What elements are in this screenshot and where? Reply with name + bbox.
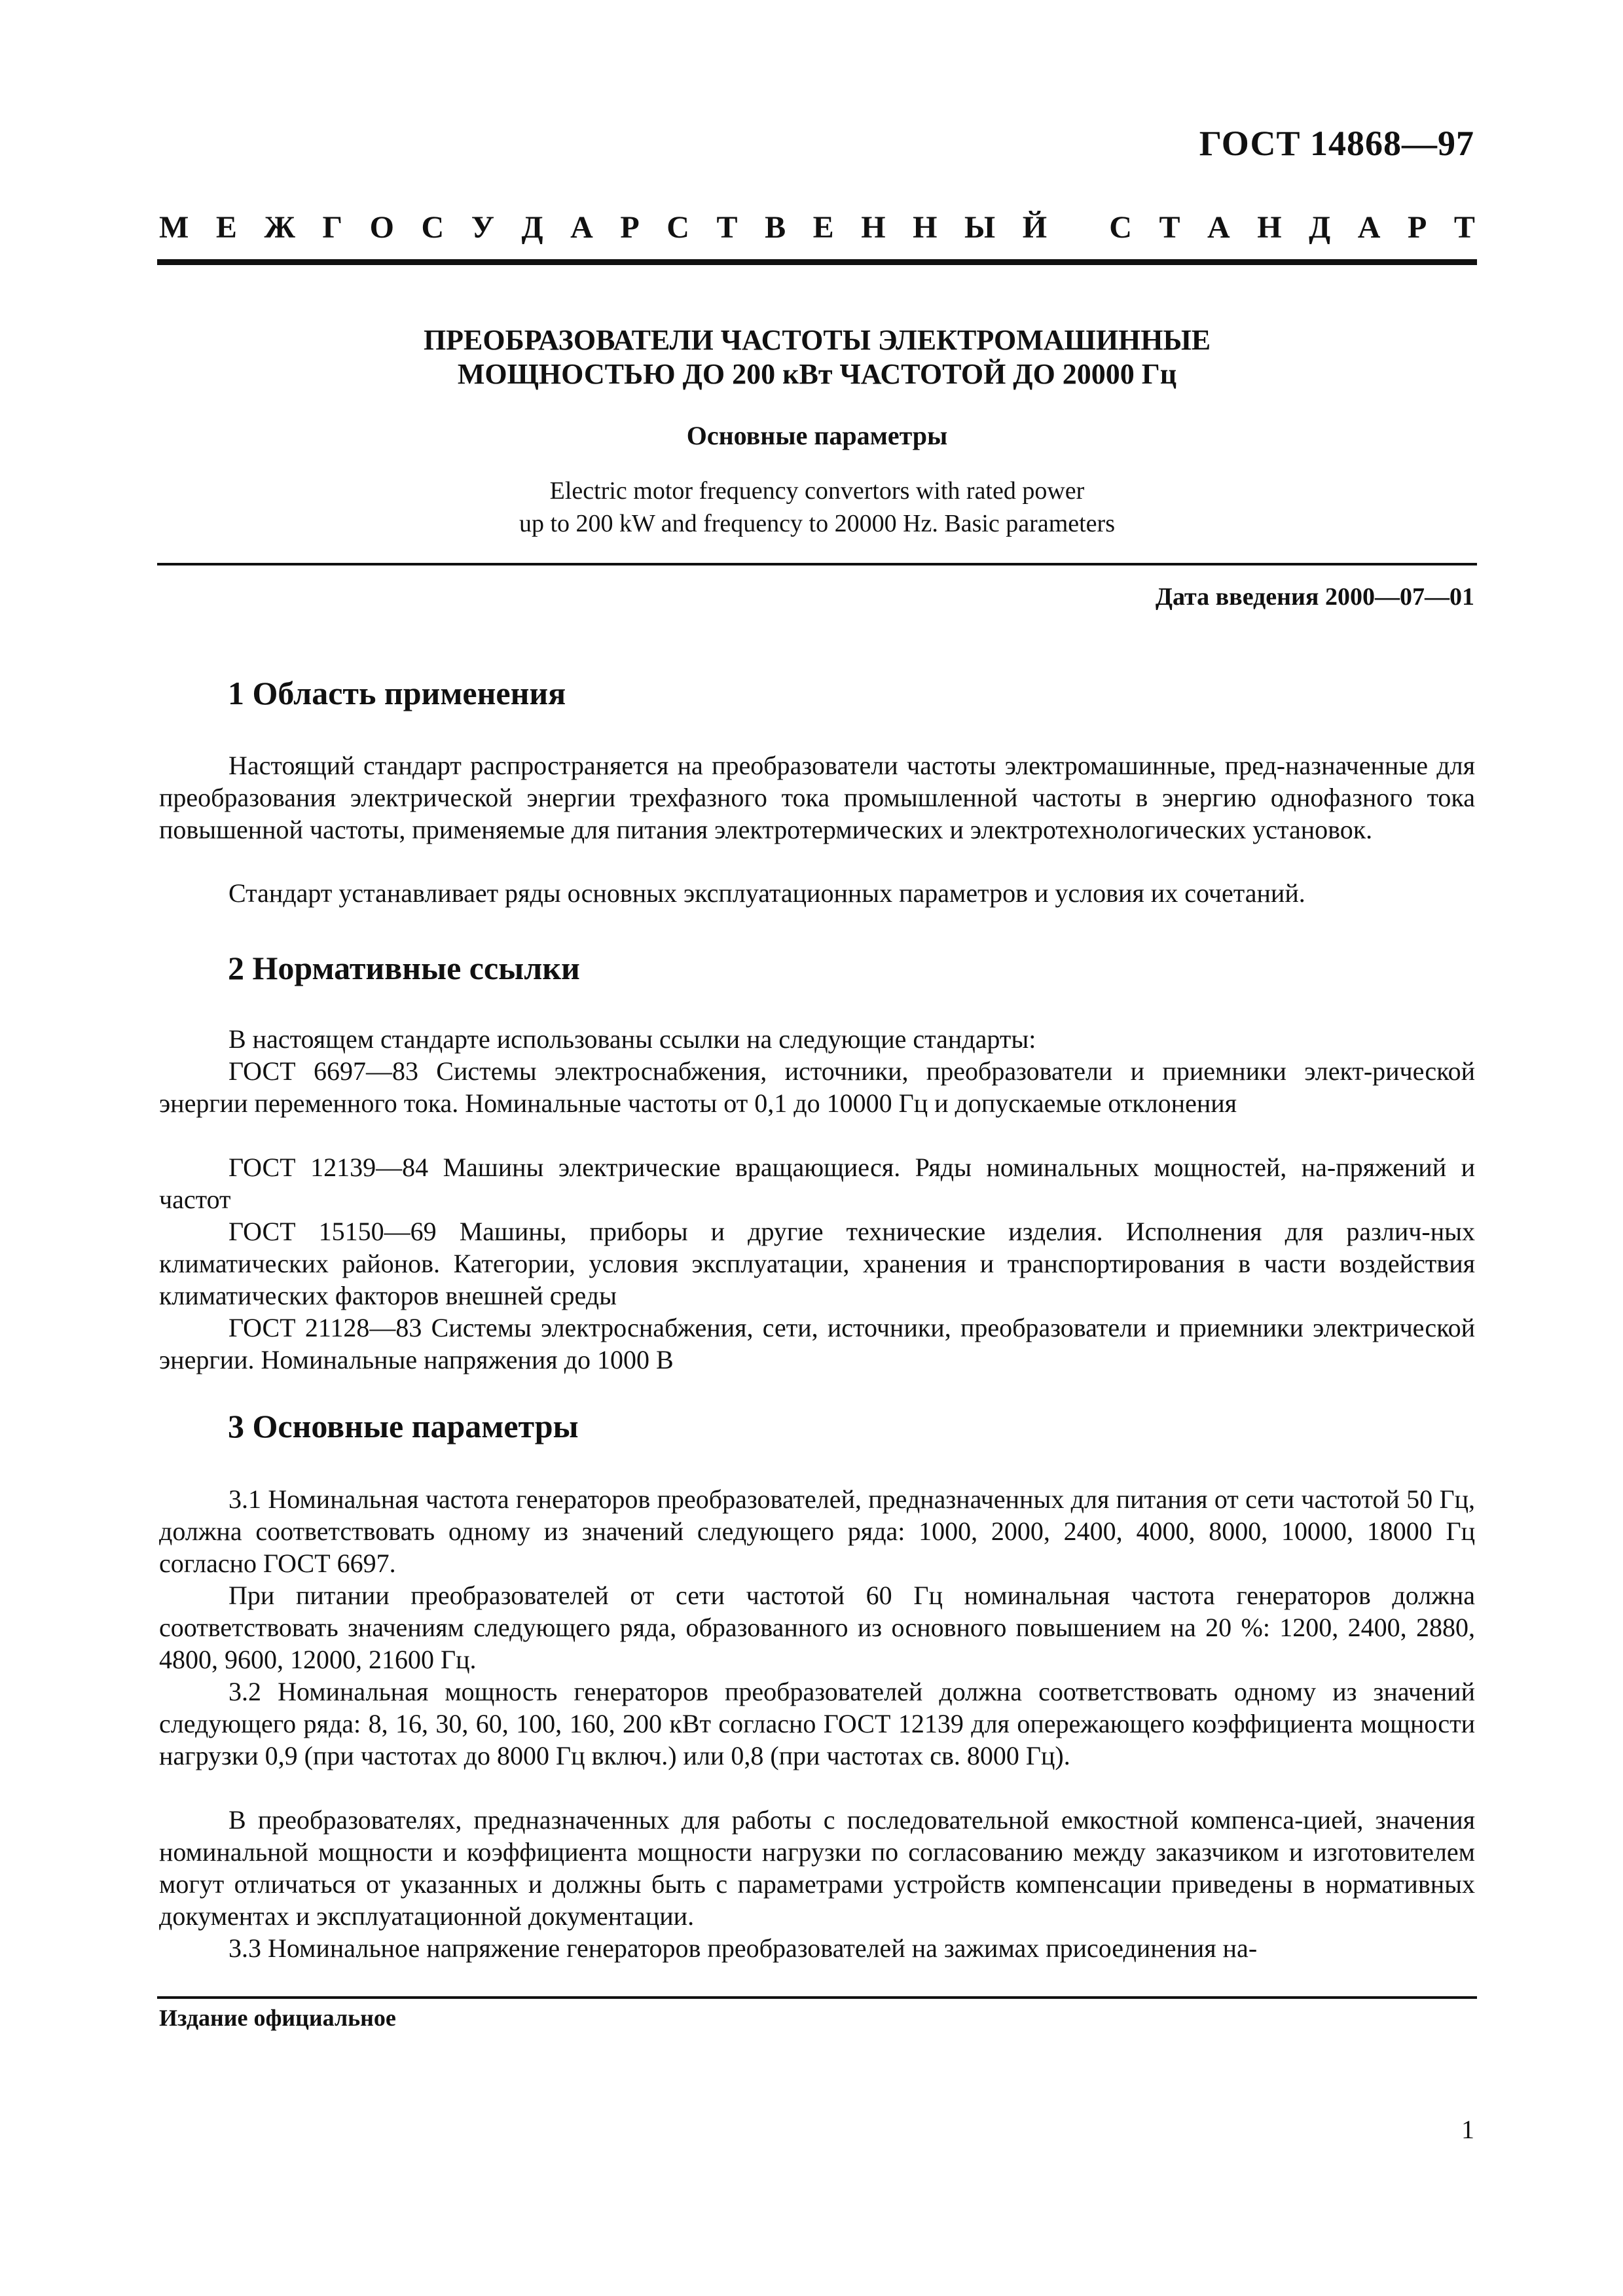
page-number: 1 [1461, 2115, 1474, 2144]
reference-item: ГОСТ 15150—69 Машины, приборы и другие технические изделия. Исполнения для различ-ных климатических районов. Категории, условия эксплуатации, хранения и транспортирования в части воздействия климатических факторов внешней среды [159, 1217, 1475, 1310]
reference-item: ГОСТ 6697—83 Системы электроснабжения, источники, преобразователи и приемники элект-рической энергии переменного тока. Номинальные частоты от 0,1 до 10000 Гц и допускаемые отклонения [159, 1056, 1475, 1118]
banner-letter: Ж [264, 210, 295, 245]
banner-letter: О [369, 210, 394, 245]
section-3-paragraph: При питании преобразователей от сети частотой 60 Гц номинальная частота генераторов должна соответствовать значениям следующего ряда, образованного из основного повышением на 20 %: 1200, 2400, 2880, 4800, 9600, 12000, 21600 Гц. [159, 1581, 1475, 1674]
section-2-heading: 2 Нормативные ссылки [228, 950, 580, 986]
banner-letter: В [765, 210, 786, 245]
reference-item: ГОСТ 12139—84 Машины электрические вращающиеся. Ряды номинальных мощностей, на-пряжений и частот [159, 1153, 1475, 1214]
title-line-1: ПРЕОБРАЗОВАТЕЛИ ЧАСТОТЫ ЭЛЕКТРОМАШИННЫЕ [423, 324, 1211, 356]
section-3-heading: 3 Основные параметры [228, 1408, 579, 1444]
section-3-paragraph: 3.3 Номинальное напряжение генераторов преобразователей на зажимах присоединения на- [228, 1933, 1258, 1963]
title-line-2: МОЩНОСТЬЮ ДО 200 кВт ЧАСТОТОЙ ДО 20000 Гц [457, 358, 1177, 390]
banner-letter: С [666, 210, 689, 245]
banner-letter: Ы [964, 210, 996, 245]
section-1-paragraph: Настоящий стандарт распространяется на преобразователи частоты электромашинные, пред-назначенные для преобразования электрической энергии трехфазного тока промышленной частоты в энергию однофазного тока повышенной частоты, применяемые для питания электротермических и электротехнологических установок. [159, 751, 1475, 844]
document-title [157, 323, 1477, 391]
footer-rule [157, 1996, 1477, 1999]
banner-letter: Т [716, 210, 738, 245]
document-code: ГОСТ 14868—97 [1199, 124, 1474, 163]
section-3-paragraph: В преобразователях, предназначенных для работы с последовательной емкостной компенса-цией, значения номинальной мощности и коэффициента мощности нагрузки по согласованию между заказчиком и изготовителем могут отличаться от указанных и должны быть с параметрами устройств компенсации приведены в нормативных документах и эксплуатационной документации. [159, 1805, 1475, 1931]
edition-label: Издание официальное [159, 2005, 396, 2031]
introduction-date: Дата введения 2000—07—01 [1155, 583, 1474, 611]
banner-letter: Н [1257, 210, 1282, 245]
banner-letter: Й [1022, 210, 1048, 245]
header-rule [157, 259, 1477, 265]
reference-intro: В настоящем стандарте использованы ссылки на следующие стандарты: [228, 1024, 1036, 1054]
banner-letter: У [471, 210, 494, 245]
title-rule [157, 563, 1477, 565]
banner-letter: С [421, 210, 445, 245]
banner-letter: Р [1407, 210, 1427, 245]
banner-letter: А [570, 210, 593, 245]
banner-word-gap [1074, 209, 1082, 245]
section-1-paragraph: Стандарт устанавливает ряды основных эксплуатационных параметров и условия их сочетаний. [228, 878, 1305, 908]
banner-letter: Е [215, 210, 237, 245]
banner-letter: А [1207, 210, 1230, 245]
section-3-paragraph: 3.2 Номинальная мощность генераторов преобразователей должна соответствовать одному из значений следующего ряда: 8, 16, 30, 60, 100, 160, 200 кВт согласно ГОСТ 12139 для опережающего коэффициента мощности нагрузки 0,9 (при частотах до 8000 Гц включ.) или 0,8 (при частотах св. 8000 Гц). [159, 1677, 1475, 1770]
banner-letter: Р [620, 210, 640, 245]
document-subtitle: Основные параметры [686, 421, 948, 450]
banner-letter: Н [861, 210, 886, 245]
banner-letter: Т [1159, 210, 1180, 245]
english-title-line-2: up to 200 kW and frequency to 20000 Hz. Basic parameters [519, 510, 1115, 537]
banner-letter: Д [1309, 210, 1331, 245]
banner-letter: Д [521, 210, 543, 245]
interstate-standard-banner [159, 209, 1475, 245]
section-3-paragraph: 3.1 Номинальная частота генераторов преобразователей, предназначенных для питания от сети частотой 50 Гц, должна соответствовать одному из значений следующего ряда: 1000, 2000, 2400, 4000, 8000, 10000, 18000 Гц согласно ГОСТ 6697. [159, 1484, 1475, 1578]
banner-letter: Н [913, 210, 938, 245]
banner-letter: М [159, 210, 189, 245]
banner-letter: Г [322, 210, 343, 245]
english-title [157, 475, 1477, 540]
banner-letter: С [1109, 210, 1132, 245]
reference-item: ГОСТ 21128—83 Системы электроснабжения, сети, источники, преобразователи и приемники электрической энергии. Номинальные напряжения до 1000 В [159, 1313, 1475, 1374]
english-title-line-1: Electric motor frequency convertors with rated power [549, 477, 1085, 505]
banner-letter: Т [1453, 210, 1475, 245]
banner-letter: Е [812, 210, 834, 245]
section-1-heading: 1 Область применения [228, 675, 566, 711]
banner-letter: А [1357, 210, 1381, 245]
